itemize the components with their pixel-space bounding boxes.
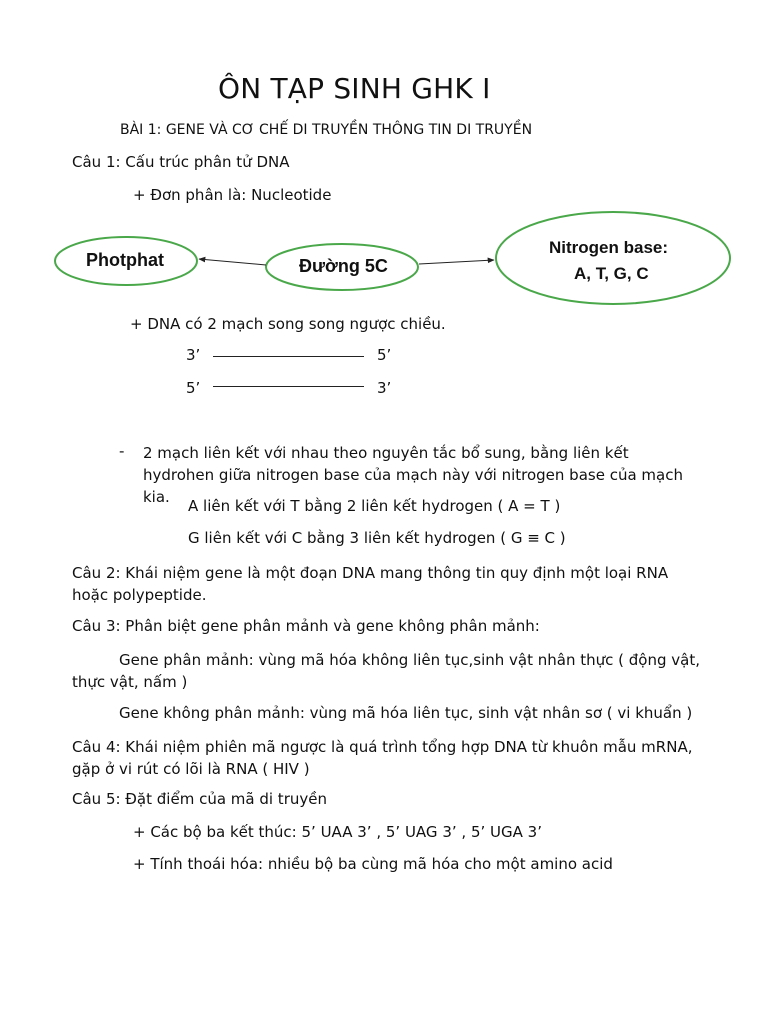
split-gene-paragraph: Gene phân mảnh: vùng mã hóa không liên tục,sinh vật nhân thực ( động vật, thực vật, nấm ) [72, 651, 701, 691]
page-title: ÔN TẠP SINH GHK I [218, 72, 491, 105]
lesson-heading: BÀI 1: GENE VÀ CƠ CHẾ DI TRUYỀN THÔNG TIN DI TRUYỀN [120, 122, 533, 138]
complementary-paragraph: 2 mạch liên kết với nhau theo nguyên tắc bổ sung, bằng liên kết hydrohen giữa nitrogen base của mạch này với nitrogen base của mạch kia. [143, 444, 683, 506]
question-5-heading: Câu 5: Đặt điểm của mã di truyền [72, 790, 327, 808]
stop-codons: + Các bộ ba kết thúc: 5’ UAA 3’ , 5’ UAG 3’ , 5’ UGA 3’ [133, 823, 542, 841]
pair-at: A liên kết với T bằng 2 liên kết hydrogen ( A = T ) [188, 497, 561, 515]
pair-gc: G liên kết với C bằng 3 liên kết hydrogen ( G ≡ C ) [188, 529, 566, 547]
arrow-to-base [419, 260, 494, 264]
sugar-label: Đường 5C [299, 256, 388, 276]
strand-2-line [213, 386, 364, 387]
question-2: Câu 2: Khái niệm gene là một đoạn DNA mang thông tin quy định một loại RNA hoặc polypeptide. [72, 564, 669, 604]
base-label-line2: A, T, G, C [574, 264, 649, 283]
strand-1-left-end: 3’ [186, 346, 201, 364]
base-ellipse [496, 212, 730, 304]
bullet-dash: - [119, 442, 125, 460]
strand-2-right-end: 3’ [377, 379, 392, 397]
arrow-to-phosphate [199, 259, 266, 265]
phosphate-label: Photphat [86, 250, 164, 270]
question-1-heading: Câu 1: Cấu trúc phân tử DNA [72, 153, 290, 171]
antiparallel-note: + DNA có 2 mạch song song ngược chiều. [130, 315, 446, 333]
degeneracy-note: + Tính thoái hóa: nhiều bộ ba cùng mã hóa cho một amino acid [133, 855, 613, 873]
question-3-heading: Câu 3: Phân biệt gene phân mảnh và gene không phân mảnh: [72, 617, 540, 635]
strand-1-line [213, 356, 364, 357]
question-4: Câu 4: Khái niệm phiên mã ngược là quá trình tổng hợp DNA từ khuôn mẫu mRNA, gặp ở vi rút có lõi là RNA ( HIV ) [72, 738, 693, 778]
strand-2-left-end: 5’ [186, 379, 201, 397]
strand-1-right-end: 5’ [377, 346, 392, 364]
monomer-note: + Đơn phân là: Nucleotide [133, 186, 332, 204]
base-label-line1: Nitrogen base: [549, 238, 669, 257]
nonsplit-gene-line: Gene không phân mảnh: vùng mã hóa liên tục, sinh vật nhân sơ ( vi khuẩn ) [119, 704, 693, 722]
